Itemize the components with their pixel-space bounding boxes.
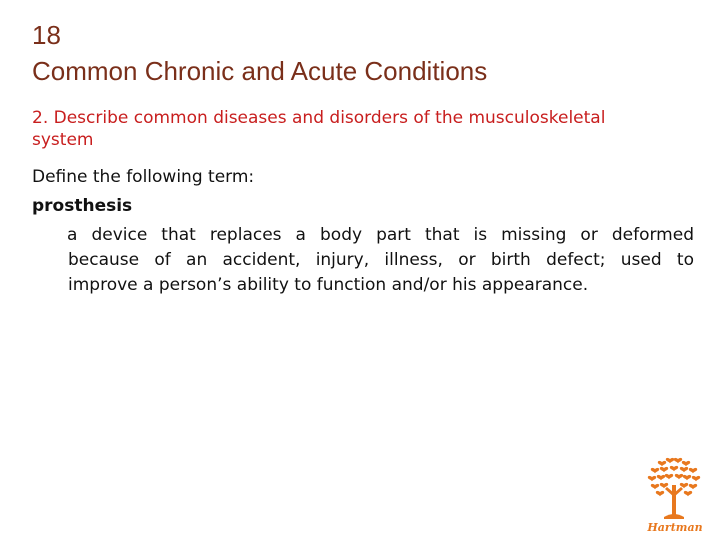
term-heading: prosthesis <box>32 196 133 216</box>
learning-objective: 2. Describe common diseases and disorders of the musculoskeletal system <box>32 108 606 150</box>
term-definition <box>32 223 694 298</box>
definition-line: a device that replaces a body part that is missing or deformed <box>67 225 694 245</box>
chapter-title: Common Chronic and Acute Conditions <box>32 56 488 86</box>
instruction-text: Define the following term: <box>32 167 255 187</box>
logo-wordmark: Hartman <box>647 521 703 534</box>
chapter-number: 18 <box>32 20 61 50</box>
heart-tree-icon <box>638 455 710 523</box>
definition-line: because of an accident, injury, illness, or birth defect; used to <box>68 250 694 270</box>
definition-line: improve a person’s ability to function and/or his appearance. <box>68 275 589 295</box>
